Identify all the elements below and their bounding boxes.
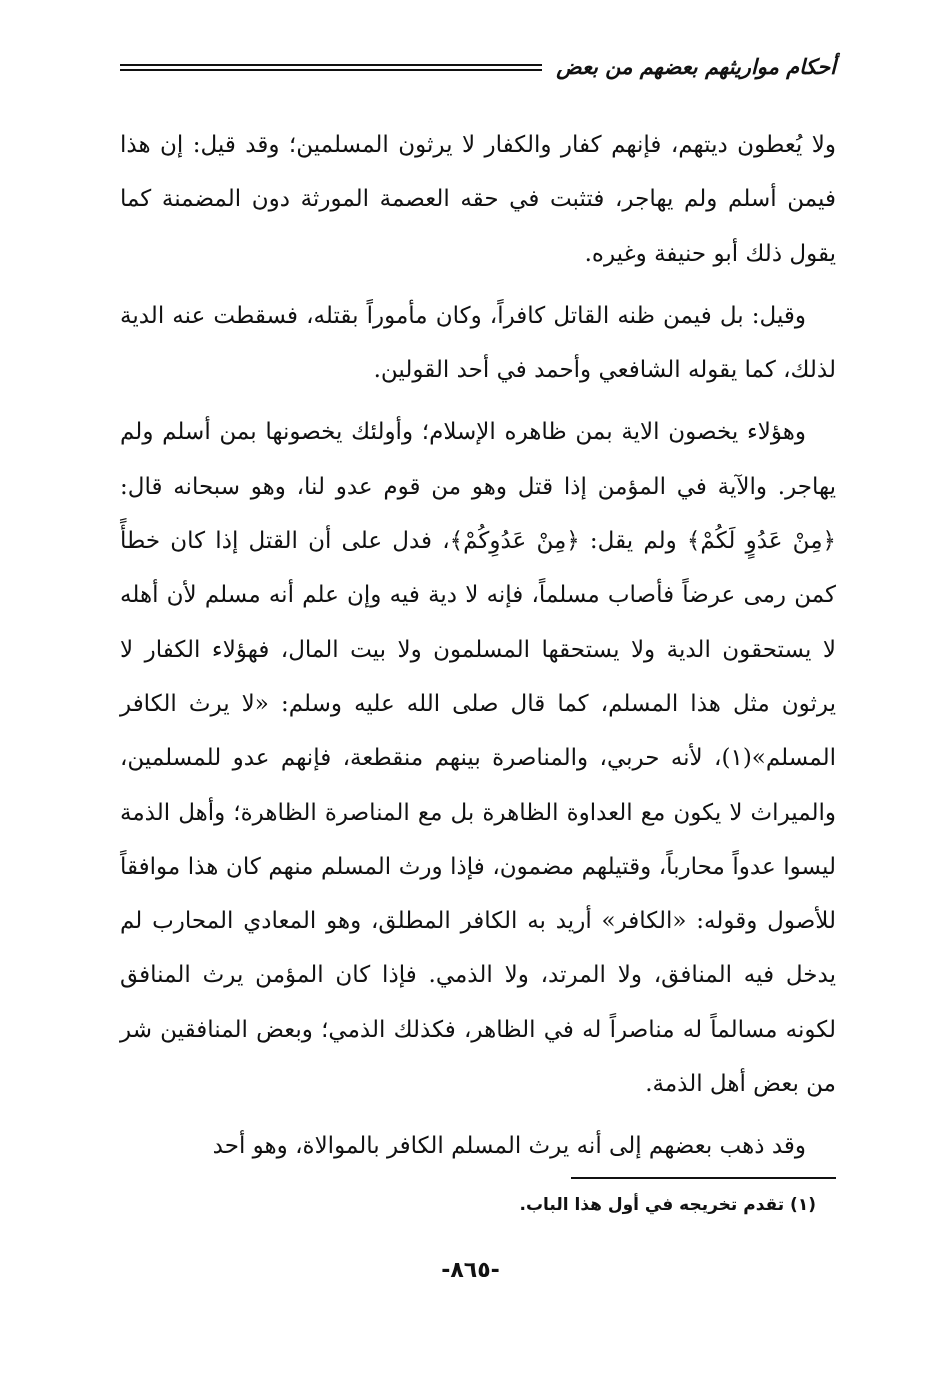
running-title: أحكام مواريثهم بعضهم من بعض: [556, 55, 836, 79]
paragraph: وقد ذهب بعضهم إلى أنه يرث المسلم الكافر بالموالاة، وهو أحد: [212, 1133, 806, 1160]
page-number: -٨٦٥-: [441, 1258, 500, 1283]
footnote: (١) تقدم تخريجه في أول هذا الباب.: [519, 1195, 816, 1215]
paragraph: ولا يُعطون ديتهم، فإنهم كفار والكفار لا يرثون المسلمين؛ وقد قيل: إن هذا فيمن أسلم ولم يهاجر، فتثبت في حقه العصمة المورثة دون المضمنة كما يقول ذلك أبو حنيفة وغيره.: [120, 132, 836, 267]
footnote-separator: [571, 1177, 836, 1179]
header-double-rule: [120, 64, 542, 71]
running-header: [120, 52, 836, 82]
paragraph: وهؤلاء يخصون الاية بمن ظاهره الإسلام؛ وأولئك يخصونها بمن أسلم ولم يهاجر. والآية في المؤمن إذا قتل وهو من قوم عدو لنا، وهو سبحانه قال: ﴿مِنْ عَدُوٍ لَكُمْ﴾ ولم يقل: ﴿مِنْ عَدُوِكُمْ﴾، فدل على أن القتل إذا كان خطأً كمن رمى عرضاً فأصاب مسلماً، فإنه لا دية فيه وإن علم أنه مسلم لأن أهله لا يستحقون الدية ولا يستحقها المسلمون ولا بيت المال، فهؤلاء الكفار لا يرثون مثل هذا المسلم، كما قال صلى الله عليه وسلم: «لا يرث الكافر المسلم»(١)، لأنه حربي، والمناصرة بينهم منقطعة، فإنهم عدو للمسلمين، والميراث لا يكون مع العداوة الظاهرة بل مع المناصرة الظاهرة؛ وأهل الذمة ليسوا عدواً محارباً، وقتيلهم مضمون، فإذا ورث المسلم منهم كان هذا موافقاً للأصول وقوله: «الكافر» أريد به الكافر المطلق، وهو المعادي المحارب لم يدخل فيه المنافق، ولا المرتد، ولا الذمي. فإذا كان المؤمن يرث المنافق لكونه مسالماً له مناصراً له في الظاهر، فكذلك الذمي؛ وبعض المنافقين شر من بعض أهل الذمة.: [120, 419, 836, 1098]
paragraph: وقيل: بل فيمن ظنه القاتل كافراً، وكان مأموراً بقتله، فسقطت عنه الدية لذلك، كما يقوله الشافعي وأحمد في أحد القولين.: [120, 302, 836, 384]
main-text: [120, 118, 836, 1182]
